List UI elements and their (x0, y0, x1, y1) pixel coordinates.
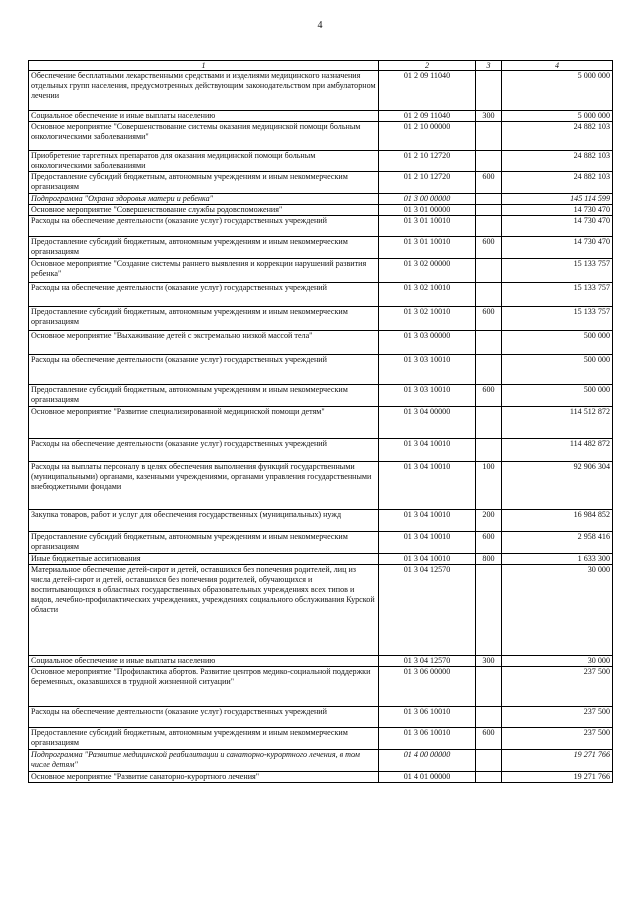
table-row (29, 532, 613, 554)
table-row (29, 510, 613, 532)
row-amount: 5 000 000 (502, 71, 613, 111)
row-expense-kind: 600 (476, 237, 502, 259)
row-amount: 114 482 872 (502, 439, 613, 462)
row-expense-kind (476, 283, 502, 307)
row-name: Расходы на выплаты персоналу в целях обеспечения выполнения функций государственными (муниципальными) органами, казенными учреждениями, органами управления государственными внебюджетными фондами (29, 462, 379, 510)
row-name: Расходы на обеспечение деятельности (оказание услуг) государственных учреждений (29, 355, 379, 385)
row-expense-kind (476, 707, 502, 728)
row-name: Подпрограмма "Развитие медицинской реабилитации и санаторно-курортного лечения, в том числе детям" (29, 750, 379, 772)
table-row (29, 122, 613, 151)
table-row (29, 565, 613, 656)
row-expense-kind: 600 (476, 172, 502, 194)
row-amount: 145 114 599 (502, 194, 613, 205)
budget-table (28, 60, 613, 783)
row-amount: 16 984 852 (502, 510, 613, 532)
row-name: Основное мероприятие "Создание системы раннего выявления и коррекции нарушений развития ребенка" (29, 259, 379, 283)
table-row (29, 385, 613, 407)
row-name: Иные бюджетные ассигнования (29, 554, 379, 565)
row-amount: 1 633 300 (502, 554, 613, 565)
row-code: 01 3 04 10010 (379, 462, 476, 510)
row-amount: 30 000 (502, 656, 613, 667)
row-name: Социальное обеспечение и иные выплаты населению (29, 656, 379, 667)
row-code: 01 3 04 10010 (379, 532, 476, 554)
table-row (29, 728, 613, 750)
row-amount: 237 500 (502, 728, 613, 750)
row-expense-kind: 600 (476, 532, 502, 554)
table-row (29, 407, 613, 439)
row-expense-kind (476, 71, 502, 111)
row-name: Предоставление субсидий бюджетным, автономным учреждениям и иным некоммерческим организациям (29, 237, 379, 259)
row-name: Подпрограмма "Охрана здоровья матери и ребенка" (29, 194, 379, 205)
table-row (29, 656, 613, 667)
row-amount: 500 000 (502, 355, 613, 385)
row-expense-kind: 200 (476, 510, 502, 532)
table-row (29, 667, 613, 707)
row-code: 01 3 04 12570 (379, 656, 476, 667)
row-code: 01 3 01 10010 (379, 237, 476, 259)
row-name: Закупка товаров, работ и услуг для обеспечения государственных (муниципальных) нужд (29, 510, 379, 532)
row-expense-kind: 600 (476, 307, 502, 331)
row-amount: 30 000 (502, 565, 613, 656)
row-code: 01 3 04 00000 (379, 407, 476, 439)
row-name: Приобретение таргетных препаратов для оказания медицинской помощи больным онкологическими заболеваниями (29, 151, 379, 172)
row-code: 01 3 01 00000 (379, 205, 476, 216)
row-name: Расходы на обеспечение деятельности (оказание услуг) государственных учреждений (29, 707, 379, 728)
row-amount: 19 271 766 (502, 750, 613, 772)
row-expense-kind (476, 750, 502, 772)
row-name: Предоставление субсидий бюджетным, автономным учреждениям и иным некоммерческим организациям (29, 307, 379, 331)
table-row (29, 151, 613, 172)
row-name: Расходы на обеспечение деятельности (оказание услуг) государственных учреждений (29, 439, 379, 462)
row-expense-kind (476, 439, 502, 462)
row-name: Социальное обеспечение и иные выплаты населению (29, 111, 379, 122)
row-name: Предоставление субсидий бюджетным, автономным учреждениям и иным некоммерческим организациям (29, 385, 379, 407)
row-expense-kind (476, 122, 502, 151)
table-row (29, 259, 613, 283)
row-amount: 15 133 757 (502, 259, 613, 283)
table-row (29, 237, 613, 259)
row-expense-kind: 300 (476, 111, 502, 122)
table-row (29, 111, 613, 122)
column-header: 1 (29, 61, 379, 71)
row-amount: 24 882 103 (502, 122, 613, 151)
row-expense-kind (476, 216, 502, 237)
row-name: Предоставление субсидий бюджетным, автономным учреждениям и иным некоммерческим организациям (29, 728, 379, 750)
column-header: 4 (502, 61, 613, 71)
row-code: 01 4 00 00000 (379, 750, 476, 772)
row-expense-kind (476, 194, 502, 205)
row-code: 01 3 04 10010 (379, 554, 476, 565)
table-row (29, 172, 613, 194)
row-code: 01 2 09 11040 (379, 111, 476, 122)
row-code: 01 4 01 00000 (379, 772, 476, 783)
row-code: 01 3 00 00000 (379, 194, 476, 205)
row-amount: 15 133 757 (502, 307, 613, 331)
row-amount: 237 500 (502, 707, 613, 728)
row-name: Расходы на обеспечение деятельности (оказание услуг) государственных учреждений (29, 216, 379, 237)
row-name: Основное мероприятие "Развитие санаторно-курортного лечения" (29, 772, 379, 783)
row-name: Основное мероприятие "Совершенствование службы родовспоможения" (29, 205, 379, 216)
row-name: Обеспечение бесплатными лекарственными средствами и изделиями медицинского назначения отдельных групп населения, предусмотренных действующим законодательством при амбулаторном лечении (29, 71, 379, 111)
row-amount: 92 906 304 (502, 462, 613, 510)
row-code: 01 3 06 10010 (379, 728, 476, 750)
row-amount: 19 271 766 (502, 772, 613, 783)
row-amount: 5 000 000 (502, 111, 613, 122)
row-code: 01 3 03 10010 (379, 385, 476, 407)
column-header: 3 (476, 61, 502, 71)
row-amount: 114 512 872 (502, 407, 613, 439)
row-expense-kind (476, 407, 502, 439)
row-code: 01 2 09 11040 (379, 71, 476, 111)
row-amount: 24 882 103 (502, 172, 613, 194)
row-expense-kind: 100 (476, 462, 502, 510)
table-row (29, 355, 613, 385)
row-amount: 14 730 470 (502, 237, 613, 259)
row-expense-kind: 800 (476, 554, 502, 565)
row-amount: 14 730 470 (502, 205, 613, 216)
table-row (29, 194, 613, 205)
row-expense-kind (476, 667, 502, 707)
row-code: 01 3 02 00000 (379, 259, 476, 283)
row-expense-kind: 600 (476, 728, 502, 750)
row-code: 01 3 04 10010 (379, 510, 476, 532)
table-row (29, 283, 613, 307)
row-amount: 15 133 757 (502, 283, 613, 307)
row-amount: 500 000 (502, 331, 613, 355)
row-expense-kind (476, 565, 502, 656)
table-row (29, 205, 613, 216)
row-amount: 2 958 416 (502, 532, 613, 554)
row-amount: 500 000 (502, 385, 613, 407)
row-amount: 237 500 (502, 667, 613, 707)
table-row (29, 750, 613, 772)
row-code: 01 3 06 10010 (379, 707, 476, 728)
row-expense-kind (476, 331, 502, 355)
table-row (29, 554, 613, 565)
table-row (29, 216, 613, 237)
row-code: 01 3 02 10010 (379, 307, 476, 331)
row-expense-kind (476, 205, 502, 216)
table-row (29, 307, 613, 331)
column-header: 2 (379, 61, 476, 71)
table-row (29, 439, 613, 462)
row-expense-kind (476, 259, 502, 283)
row-code: 01 3 03 10010 (379, 355, 476, 385)
row-name: Предоставление субсидий бюджетным, автономным учреждениям и иным некоммерческим организациям (29, 172, 379, 194)
page-number: 4 (317, 20, 323, 31)
row-code: 01 3 03 00000 (379, 331, 476, 355)
row-code: 01 2 10 12720 (379, 151, 476, 172)
row-code: 01 3 02 10010 (379, 283, 476, 307)
row-code: 01 3 04 10010 (379, 439, 476, 462)
row-name: Основное мероприятие "Профилактика абортов. Развитие центров медико-социальной поддержки беременных, оказавшихся в трудной жизненной ситуации" (29, 667, 379, 707)
row-amount: 24 882 103 (502, 151, 613, 172)
row-name: Предоставление субсидий бюджетным, автономным учреждениям и иным некоммерческим организациям (29, 532, 379, 554)
row-name: Основное мероприятие "Совершенствование системы оказания медицинской помощи больным онкологическими заболеваниями" (29, 122, 379, 151)
row-expense-kind (476, 772, 502, 783)
row-amount: 14 730 470 (502, 216, 613, 237)
row-name: Расходы на обеспечение деятельности (оказание услуг) государственных учреждений (29, 283, 379, 307)
table-row (29, 772, 613, 783)
row-code: 01 3 06 00000 (379, 667, 476, 707)
table-row (29, 331, 613, 355)
row-code: 01 3 04 12570 (379, 565, 476, 656)
row-expense-kind: 300 (476, 656, 502, 667)
table-row (29, 71, 613, 111)
row-code: 01 3 01 10010 (379, 216, 476, 237)
table-row (29, 462, 613, 510)
row-name: Основное мероприятие "Развитие специализированной медицинской помощи детям" (29, 407, 379, 439)
row-name: Материальное обеспечение детей-сирот и детей, оставшихся без попечения родителей, лиц из числа детей-сирот и детей, оставшихся без попечения родителей, обучающихся и воспитывающихся в областных государственных образовательных учреждениях всех типов и видов, лечебно-профилактических учреждениях, учреждениях социального обслуживания Курской области (29, 565, 379, 656)
header-row (29, 61, 613, 71)
row-expense-kind (476, 355, 502, 385)
row-code: 01 2 10 12720 (379, 172, 476, 194)
row-expense-kind: 600 (476, 385, 502, 407)
row-expense-kind (476, 151, 502, 172)
table-row (29, 707, 613, 728)
row-name: Основное мероприятие "Выхаживание детей с экстремально низкой массой тела" (29, 331, 379, 355)
row-code: 01 2 10 00000 (379, 122, 476, 151)
